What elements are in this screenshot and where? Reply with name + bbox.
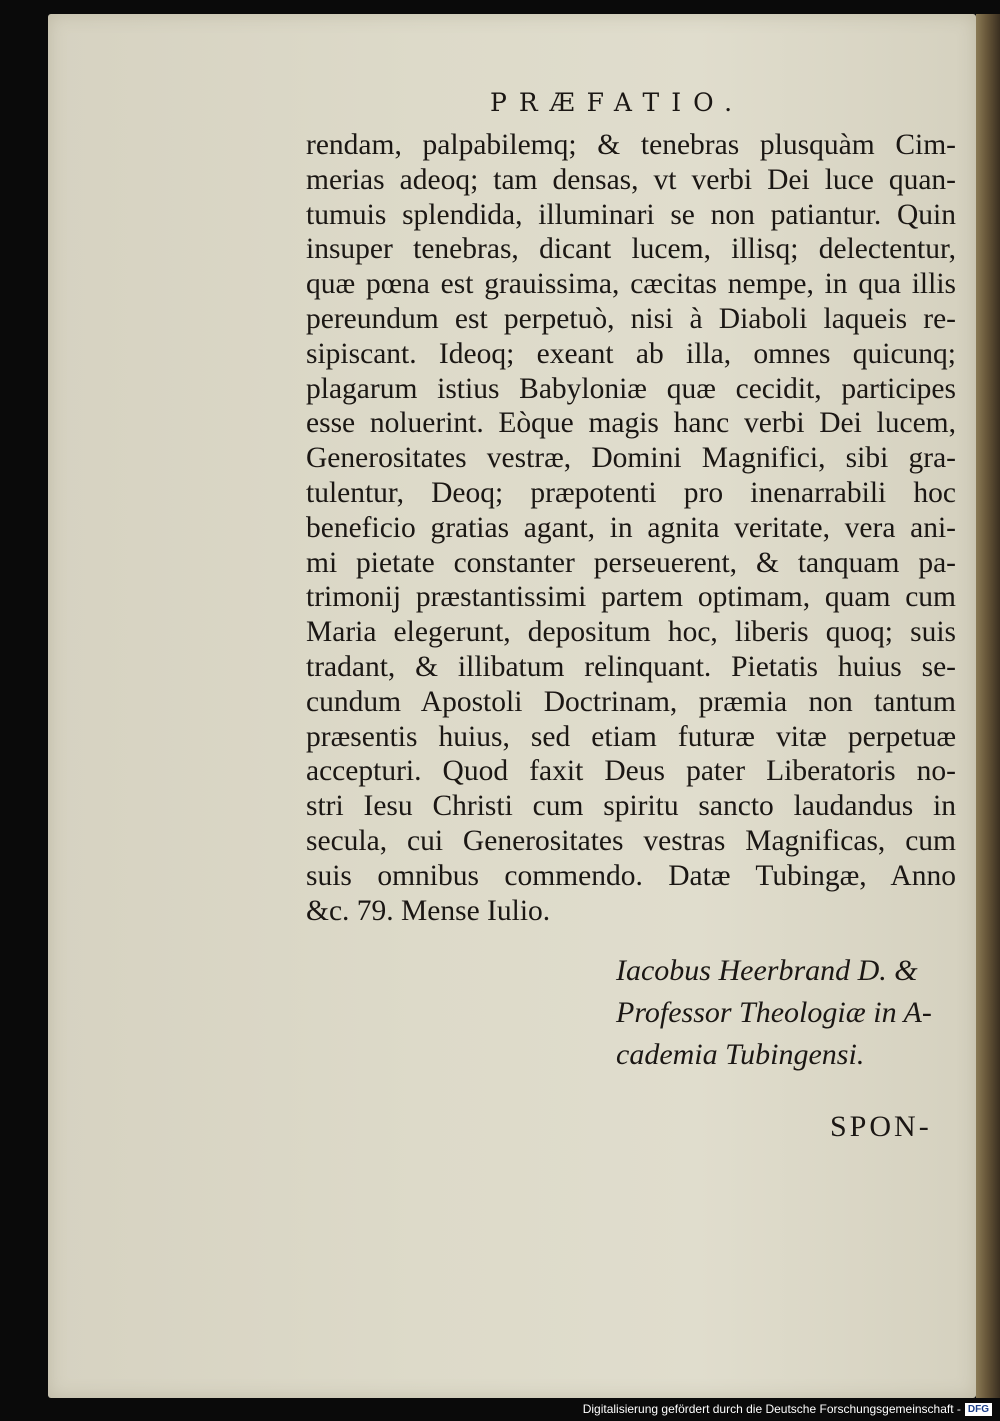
text-line: rendam, palpabilemq; & tenebras plusquàm Cim- bbox=[306, 129, 956, 161]
text-line: sipiscant. Ideoq; exeant ab illa, omnes quicunq; bbox=[306, 337, 956, 370]
text-line: tumuis splendida, illuminari se non patiantur. Quin bbox=[306, 198, 956, 231]
footer-text: Digitalisierung gefördert durch die Deutsche Forschungsgemeinschaft - bbox=[582, 1402, 961, 1416]
text-line: mi pietate constanter perseuerent, & tanquam pa- bbox=[306, 546, 956, 579]
catchword: SPON- bbox=[830, 1110, 932, 1143]
book-edge bbox=[976, 14, 1000, 1398]
text-line: tulentur, Deoq; præpotenti pro inenarrabili hoc bbox=[306, 476, 956, 509]
running-head: PRÆFATIO. bbox=[490, 88, 745, 117]
text-line: merias adeoq; tam densas, vt verbi Dei luce quan- bbox=[306, 163, 956, 196]
text-line: trimonij præstantissimi partem optimam, quam cum bbox=[306, 581, 956, 614]
text-line: stri Iesu Christi cum spiritu sancto laudandus in bbox=[306, 790, 956, 823]
text-line: Generositates vestræ, Domini Magnifici, sibi gra- bbox=[306, 442, 956, 475]
text-line: esse noluerint. Eòque magis hanc verbi Dei lucem, bbox=[306, 407, 956, 440]
signature-line: cademia Tubingensi. bbox=[616, 1038, 865, 1071]
text-line: pereundum est perpetuò, nisi à Diaboli laqueis re- bbox=[306, 302, 956, 335]
text-line: suis omnibus commendo. Datæ Tubingæ, Anno bbox=[306, 859, 956, 892]
text-line: accepturi. Quod faxit Deus pater Liberatoris no- bbox=[306, 755, 956, 788]
digitization-footer bbox=[583, 1401, 992, 1417]
text-line: plagarum istius Babyloniæ quæ cecidit, participes bbox=[306, 372, 956, 405]
text-line: Maria elegerunt, depositum hoc, liberis quoq; suis bbox=[306, 616, 956, 649]
text-line: secula, cui Generositates vestras Magnificas, cum bbox=[306, 824, 956, 857]
text-line: insuper tenebras, dicant lucem, illisq; delectentur, bbox=[306, 233, 956, 266]
body-text bbox=[306, 128, 956, 928]
text-line: &c. 79. Mense Iulio. bbox=[306, 894, 551, 927]
text-line: præsentis huius, sed etiam futuræ vitæ perpetuæ bbox=[306, 720, 956, 753]
text-line: cundum Apostoli Doctrinam, præmia non tantum bbox=[306, 685, 956, 718]
text-line: tradant, & illibatum relinquant. Pietatis huius se- bbox=[306, 650, 956, 683]
dfg-logo: DFG bbox=[965, 1403, 992, 1416]
signature-block bbox=[616, 950, 956, 1076]
text-line: beneficio gratias agant, in agnita veritate, vera ani- bbox=[306, 511, 956, 544]
text-line: quæ pœna est grauissima, cæcitas nempe, in qua illis bbox=[306, 268, 956, 301]
signature-line: Iacobus Heerbrand D. & bbox=[616, 954, 918, 987]
signature-line: Professor Theologiæ in A- bbox=[616, 996, 932, 1029]
